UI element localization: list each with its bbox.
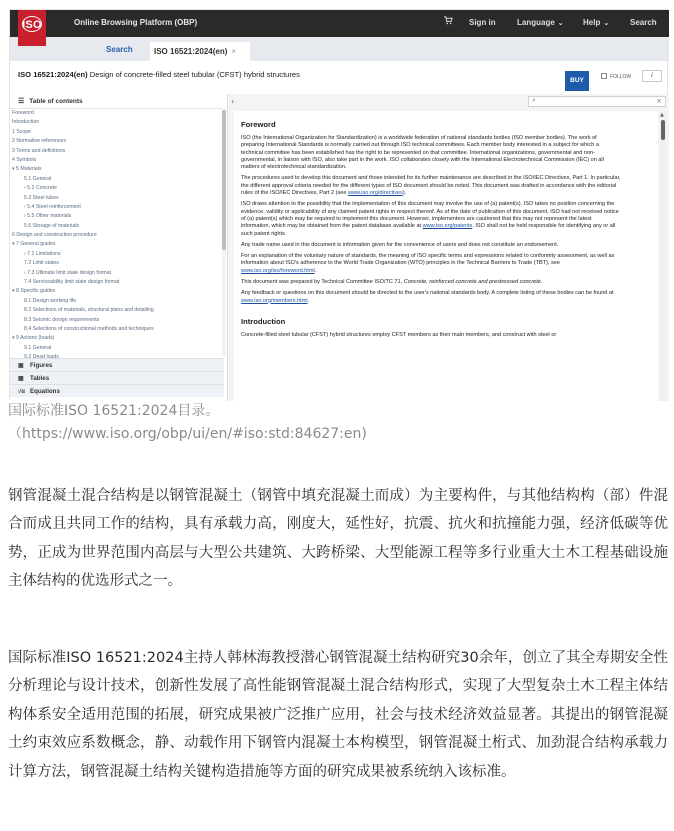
top-navigation-bar <box>10 10 669 37</box>
chevron-down-icon: ⌄ <box>603 20 610 27</box>
document-id: ISO 16521:2024(en) <box>18 70 88 79</box>
toc-item[interactable]: 2 Normative references <box>12 138 66 145</box>
tab-bar <box>10 37 669 61</box>
document-page <box>234 111 658 411</box>
figures-label: Figures <box>30 362 53 369</box>
help-menu[interactable] <box>583 18 609 27</box>
toc-item[interactable]: › 7.3 Ultimate limit state design format <box>24 269 112 276</box>
document-name: Design of concrete-filled steel tubular (CFST) hybrid structures <box>89 70 300 79</box>
document-title <box>18 70 658 79</box>
list-icon: ☰ <box>18 98 25 105</box>
patents-link[interactable]: www.iso.org/patents <box>422 223 473 230</box>
help-label: Help <box>583 18 601 27</box>
toc-item[interactable]: 7.4 Serviceability limit state design format <box>24 279 120 286</box>
logo-text: ISO <box>22 19 42 31</box>
document-search-input[interactable] <box>528 96 666 107</box>
toc-item[interactable]: Introduction <box>12 119 40 126</box>
caption-source: （https://www.iso.org/obp/ui/en/#iso:std:84627:en) <box>8 426 367 442</box>
search-link[interactable]: Search <box>630 18 657 27</box>
foreword-info-link[interactable]: www.iso.org/iso/foreword.html <box>241 267 315 274</box>
close-icon[interactable]: × <box>231 47 237 56</box>
search-icon: ⌕ <box>532 96 536 104</box>
chevron-down-icon: ⌄ <box>557 20 564 27</box>
follow-label: FOLLOW <box>610 74 632 80</box>
toc-item[interactable]: Foreword <box>12 110 34 116</box>
foreword-paragraph: The procedures used to develop this document and those intended for its further maintenance are described in the ISO/IEC Directives, Part 1. In particular, the different approval criteria needed for the different types of ISO document should be noted. This document was drafted in accordance with the editorial rules of the ISO/IEC Directives, Part 2 (see www.iso.org/directives). <box>241 175 621 197</box>
toc-item[interactable]: 8.4 Selections of constructional methods and techniques <box>24 325 154 332</box>
equations-section[interactable] <box>10 384 224 397</box>
toc-item[interactable]: 5.6 Storage of materials <box>24 222 80 229</box>
language-label: Language <box>517 18 555 27</box>
introduction-paragraph: Concrete-filled steel tubular (CFST) hybrid structures employ CFST members as their main members, and construct with steel or <box>241 331 557 338</box>
arrow-up-icon[interactable]: ▲ <box>660 112 664 118</box>
foreword-paragraph: ISO (the International Organization for Standardization) is a worldwide federation of national standards bodies (ISO member bodies). The work of preparing International Standards is normally carried out through ISO technical committees. Each member body interested in a subject for which a technical committee has been established has the right to be represented on that committee. International organizations, governmental and non-governmental, in liaison with ISO, also take part in the work. ISO collaborates closely with the International Electrotechnical Commission (IEC) on all matters of electrotechnical standardization. <box>241 135 604 171</box>
foreword-paragraph: Any trade name used in this document is information given for the convenience of users and does not constitute an endorsement. <box>241 241 559 248</box>
article-paragraph: 钢管混凝土混合结构是以钢管混凝土（钢管中填充混凝土而成）为主要构件，与其他结构构（部）件混合而成且共同工作的结构，具有承载力高，刚度大，延性好，抗震、抗火和抗撞能力强，经济低碳等优势，正成为世界范围内高层与大型公共建筑、大跨桥梁、大型能源工程等多行业重大土木工程基础设施主体结构的优选形式之一。 <box>8 488 668 590</box>
formula-icon: √α <box>18 389 25 395</box>
table-icon: ▦ <box>18 376 24 382</box>
foreword-paragraph: For an explanation of the voluntary nature of standards, the meaning of ISO specific terms and expressions related to conformity assessment, as well as information about ISO's adherence to the World Trade Organization (WTO) principles in the Technical Barriers to Trade (TBT), see www.iso.org/iso/foreword.html. <box>241 253 615 274</box>
image-icon: ▣ <box>18 363 24 369</box>
table-of-contents-panel <box>10 94 228 401</box>
buy-button[interactable]: BUY <box>565 71 589 91</box>
toc-item[interactable]: 8.3 Seismic design requirements <box>24 316 100 323</box>
foreword-paragraph: Any feedback or questions on this document should be directed to the user's national standards body. A complete listing of these bodies can be found at www.iso.org/members.html. <box>241 290 614 304</box>
toc-item[interactable]: 4 Symbols <box>12 156 37 163</box>
iso-logo[interactable] <box>18 10 46 46</box>
introduction-heading: Introduction <box>241 316 286 326</box>
toc-item[interactable]: › 5.4 Steel reinforcement <box>24 203 81 210</box>
toc-list <box>10 108 224 356</box>
toc-item[interactable]: › 7.1 Limitations <box>24 250 61 257</box>
info-button[interactable]: i <box>642 70 662 82</box>
toc-item[interactable]: 7.2 Limit states <box>24 260 59 267</box>
caption-line: 国际标准ISO 16521:2024目录。 <box>8 403 220 419</box>
toc-item[interactable]: 8.2 Selections of materials, structural plans and detailing <box>24 307 154 314</box>
cart-icon[interactable] <box>444 16 453 28</box>
toc-item[interactable]: ▾ 7 General guides <box>12 241 56 248</box>
members-link[interactable]: www.iso.org/members.html <box>241 297 308 304</box>
chevron-left-icon[interactable]: ‹ <box>231 97 235 106</box>
toc-item[interactable]: 5.3 Steel tubes <box>24 194 59 201</box>
toc-item[interactable]: 8.1 Design working life <box>24 297 77 304</box>
toc-item[interactable]: 9.1 General <box>24 344 52 351</box>
toc-item[interactable]: › 5.5 Other materials <box>24 213 72 220</box>
toc-item[interactable]: 5.1 General <box>24 175 52 182</box>
toc-header[interactable] <box>10 94 227 107</box>
toc-item[interactable]: › 5.2 Concrete <box>24 185 57 192</box>
directives-link[interactable]: www.iso.org/directives <box>347 190 403 197</box>
screenshot <box>9 9 668 400</box>
sign-in-link[interactable]: Sign in <box>469 18 496 27</box>
foreword-heading: Foreword <box>241 120 276 129</box>
cart-icon-graphic <box>444 16 453 25</box>
article-paragraph: 国际标准ISO 16521:2024主持人韩林海教授潜心钢管混凝土结构研究30余年，创立了其全寿期安全性分析理论与设计技术，创新性发展了高性能钢管混凝土混合结构形式，实现了大型复杂土木工程主体结构体系安全适用范围的拓展，研究成果被广泛推广应用，社会与技术经济效益显著。其提出的钢管混凝土约束效应系数概念，静、动载作用下钢管内混凝土本构模型，钢管混凝土桁式、加劲混合结构承载力计算方法，钢管混凝土结构关键构造措施等方面的研究成果被系统纳入该标准。 <box>8 650 668 780</box>
clear-icon[interactable]: × <box>656 97 662 105</box>
viewer-scrollbar[interactable] <box>660 112 666 401</box>
follow-checkbox[interactable] <box>601 73 631 80</box>
committee-name: Concrete, reinforced concrete and prestressed concrete <box>403 279 541 286</box>
toc-item[interactable]: 6 Design and construction procedure <box>12 232 97 239</box>
toc-item[interactable]: ▾ 5 Materials <box>12 166 42 173</box>
tab-document-label: ISO 16521:2024(en) <box>154 47 228 56</box>
toc-header-label: Table of contents <box>29 98 83 105</box>
platform-name[interactable]: Online Browsing Platform (OBP) <box>74 18 198 27</box>
checkbox-icon <box>601 73 607 79</box>
tab-document[interactable] <box>150 42 250 61</box>
foreword-paragraph: This document was prepared by Technical Committee ISO/TC 71, Concrete, reinforced concrete and prestressed concrete. <box>241 279 543 286</box>
tab-search[interactable]: Search <box>106 45 133 54</box>
toc-item[interactable]: 3 Terms and definitions <box>12 147 66 154</box>
toc-scrollbar[interactable] <box>222 108 226 356</box>
figures-section[interactable] <box>10 358 224 371</box>
tables-section[interactable] <box>10 371 224 384</box>
tables-label: Tables <box>30 375 50 382</box>
scrollbar-thumb[interactable] <box>661 120 665 140</box>
foreword-paragraph: ISO draws attention to the possibility that the implementation of this document may involve the use of (a) patent(s). ISO takes no position concerning the evidence, validity or applicability of any claimed patent rights in respect thereof. As of the date of publication of this document, ISO had not received notice of (a) patent(s) which may be required to implement this document. However, implementers are cautioned that this may not represent the latest information, which may be obtained from the patent database available at www.iso.org/patents. ISO shall not be held responsible for identifying any or all such patent rights. <box>241 201 619 237</box>
document-viewer <box>228 94 669 401</box>
language-menu[interactable] <box>517 18 564 27</box>
toc-item[interactable]: 1 Scope <box>12 128 32 135</box>
equations-label: Equations <box>30 388 60 395</box>
image-caption <box>8 400 668 446</box>
scrollbar-thumb[interactable] <box>222 110 226 250</box>
document-title-row <box>18 70 658 94</box>
toc-item[interactable]: ▾ 9 Actions (loads) <box>12 335 55 342</box>
toc-item[interactable]: ▾ 8 Specific guides <box>12 288 56 295</box>
